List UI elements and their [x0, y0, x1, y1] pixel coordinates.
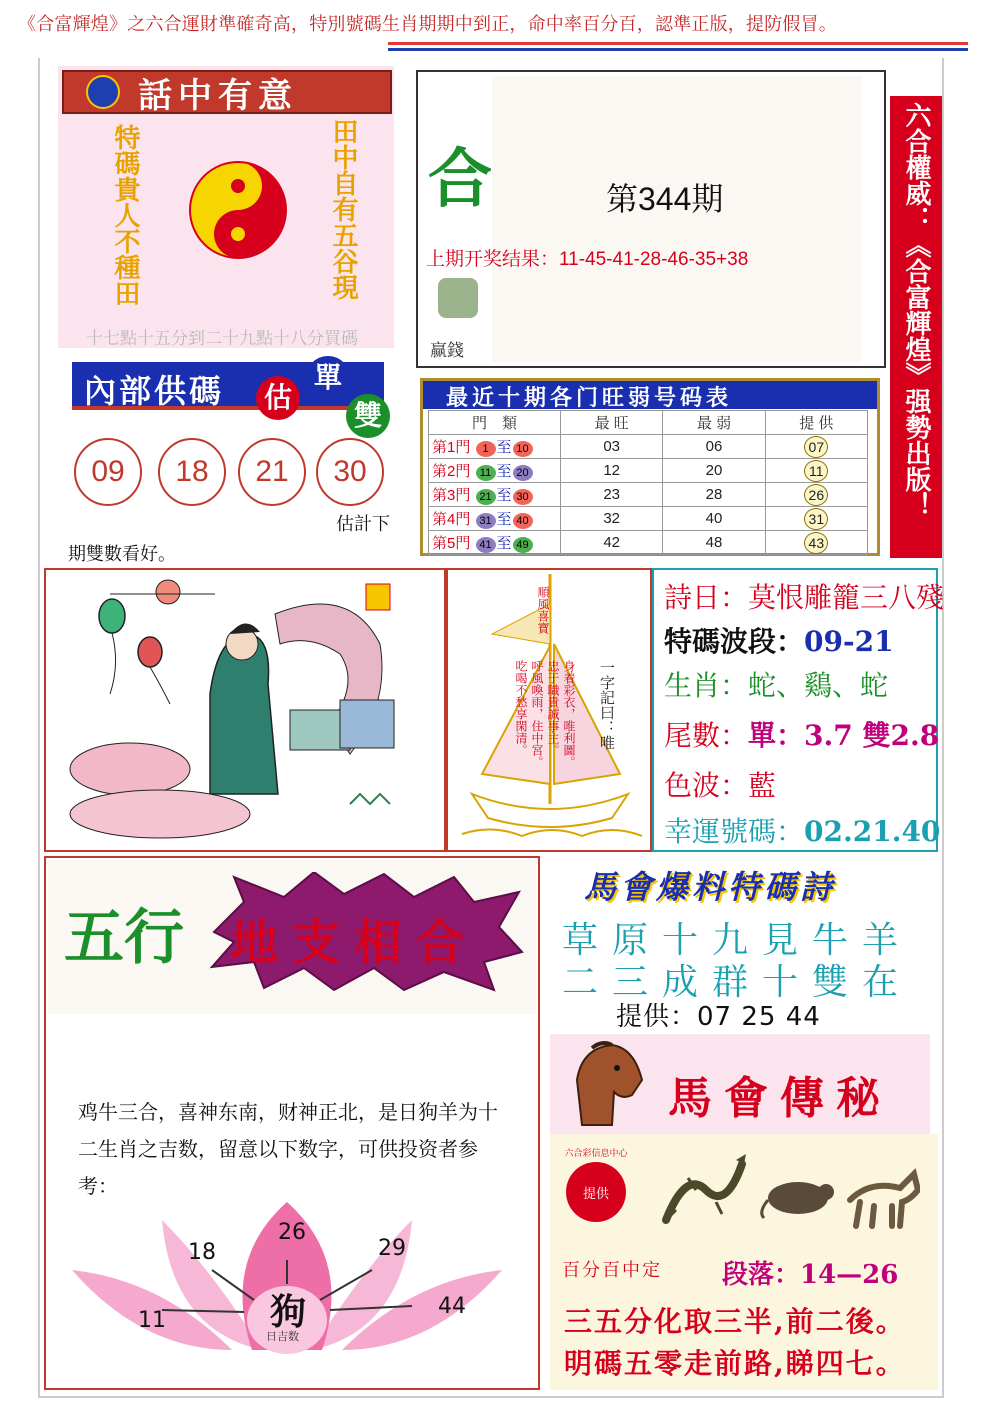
gate-separator: 至	[496, 463, 512, 480]
internal-number: 30	[316, 438, 384, 506]
tag-double: 雙	[346, 394, 390, 438]
gate-provide: 07	[804, 436, 828, 458]
gate-max: 12	[561, 459, 663, 483]
gate-table-wrap	[428, 410, 868, 555]
gate-min: 28	[663, 483, 765, 507]
tag-single: 單	[306, 356, 350, 400]
proverb-logo-icon	[86, 75, 120, 109]
lucky-value: 02.21.40	[804, 815, 941, 848]
proverb-title-bar	[62, 70, 392, 114]
gate-header-max: 最 旺	[561, 411, 663, 435]
petal-number: 26	[278, 1220, 306, 1245]
gate-from-ball: 1	[476, 441, 496, 457]
gate-name: 第1門	[432, 439, 471, 456]
wuxing-title-a: 五行	[64, 903, 184, 973]
gate-max: 32	[561, 507, 663, 531]
stamp-ring-text: 六合彩信息中心	[564, 1149, 628, 1159]
gate-to-ball: 20	[513, 465, 533, 481]
stamp-center-text: 提供	[582, 1186, 609, 1202]
gate-max: 23	[561, 483, 663, 507]
gate-to-ball: 49	[513, 537, 533, 553]
gate-to-ball: 40	[513, 513, 533, 529]
color-value: 藍	[748, 769, 777, 802]
internal-title: 內部供碼	[84, 372, 225, 410]
money-icon	[438, 278, 478, 318]
lucky-label: 幸運號碼：	[664, 815, 805, 848]
internal-note-1: 估計下	[336, 514, 390, 535]
gate-min: 40	[663, 507, 765, 531]
petal-number: 29	[378, 1236, 406, 1261]
side-banner-text: 六合權威：《合富輝煌》强勢出版！	[901, 102, 931, 518]
wuxing-title-b: 地支相合	[230, 915, 479, 971]
gate-header-min: 最 弱	[663, 411, 765, 435]
zodiac-label: 生肖：	[664, 669, 749, 702]
dragon-icon	[656, 1150, 752, 1234]
proverb-footer: 十七點十五分到二十九點十八分買碼	[86, 329, 358, 349]
wuxing-text: 鸡牛三合，喜神东南，财神正北，是日狗羊为十二生肖之吉数，留意以下数字，可供投资者参考：	[78, 1100, 498, 1198]
gate-min: 20	[663, 459, 765, 483]
internal-note-2: 期雙數看好。	[68, 544, 176, 565]
lotus-center-sub: 日吉数	[266, 1330, 299, 1343]
gate-table-title: 最近十期各门旺弱号码表	[446, 385, 733, 411]
proverb-left-col: 特碼貴人不種田	[110, 124, 140, 306]
gate-max: 42	[561, 531, 663, 555]
header-rule-blue	[388, 48, 968, 51]
gate-from-ball: 11	[476, 465, 496, 481]
gate-table-header	[429, 411, 868, 435]
sail-poem-col: 呼風喚雨，住中宮。	[530, 660, 544, 768]
sail-flag-text: 順風喜寶	[536, 586, 550, 634]
table-row	[429, 483, 868, 507]
gate-name: 第3門	[432, 487, 471, 504]
info-center-stamp	[566, 1162, 626, 1222]
proverb-right-col: 田中自有五谷現	[328, 118, 358, 300]
segment-text: 段落：14—26	[722, 1260, 899, 1290]
sail-poem-col: 忠于職貴誠事主。	[546, 660, 560, 756]
gate-separator: 至	[496, 487, 512, 504]
horse-head-icon	[562, 1040, 648, 1130]
gate-provide: 43	[804, 532, 828, 554]
tag-estimate: 估	[256, 376, 300, 420]
sure-text: 百分百中定	[562, 1260, 662, 1281]
gate-min: 06	[663, 435, 765, 459]
issue-logo-char: 合	[428, 142, 492, 217]
gate-separator: 至	[496, 511, 512, 528]
yin-yang-icon	[188, 160, 288, 260]
petal-number: 44	[438, 1294, 466, 1319]
sail-poem-col: 身着彩衣，唯利圖。	[562, 660, 576, 768]
lucky-line	[664, 810, 940, 850]
sail-poem-col: 一字記曰：唯	[598, 660, 616, 750]
tail-value: 單：3.7 雙2.8	[748, 719, 940, 752]
petal-number: 18	[188, 1240, 216, 1265]
internal-number: 18	[158, 438, 226, 506]
horse-poem-title: 馬會爆料特碼詩	[584, 868, 837, 906]
tail-label: 尾數：	[664, 719, 749, 752]
horse-poem-provide: 提供：07 25 44	[616, 1002, 821, 1032]
table-row	[429, 459, 868, 483]
rat-icon	[758, 1172, 838, 1220]
proverb-title: 話中有意	[138, 75, 298, 116]
wave-label: 特碼波段：	[664, 625, 805, 658]
sail-poem-col: 吃喝不愁享閑清。	[514, 660, 528, 756]
petal-number: 11	[138, 1308, 166, 1333]
wave-line	[664, 620, 894, 660]
gate-header-type: 門 類	[429, 411, 561, 435]
gate-to-ball: 10	[513, 441, 533, 457]
zodiac-line	[664, 664, 888, 704]
header-banner: 《合富輝煌》之六合運財準確奇高，特別號碼生肖期期中到正，命中率百分百，認準正版，提防假冒。	[18, 14, 837, 35]
horse-poem-line-1: 草原十九見牛羊	[562, 920, 913, 961]
dog-icon	[840, 1160, 920, 1230]
issue-label: 第344期	[606, 181, 724, 217]
gate-provide: 11	[804, 460, 828, 482]
horse-secret-line-2: 明碼五零走前路,睇四七。	[564, 1347, 906, 1380]
zodiac-value: 蛇、鷄、蛇	[748, 669, 889, 702]
gate-table	[428, 410, 868, 555]
gate-from-ball: 41	[476, 537, 496, 553]
header-rule-red	[388, 42, 968, 45]
gate-header-provide: 提 供	[765, 411, 867, 435]
issue-small-text: 赢錢	[430, 341, 464, 361]
table-row	[429, 435, 868, 459]
gate-max: 03	[561, 435, 663, 459]
gate-name: 第5門	[432, 535, 471, 552]
table-row	[429, 531, 868, 555]
color-label: 色波：	[664, 769, 749, 802]
tail-line	[664, 714, 939, 754]
gate-min: 48	[663, 531, 765, 555]
wave-value: 09-21	[804, 625, 894, 658]
internal-number: 09	[74, 438, 142, 506]
gate-from-ball: 21	[476, 489, 496, 505]
color-line	[664, 764, 776, 804]
gate-name: 第4門	[432, 511, 471, 528]
poem-line: 詩日：莫恨雕籠三八殘	[664, 581, 945, 614]
table-row	[429, 507, 868, 531]
gate-name: 第2門	[432, 463, 471, 480]
gate-separator: 至	[496, 439, 512, 456]
lotus-center-char: 狗	[270, 1291, 307, 1333]
horse-secret-title: 馬會傳秘	[668, 1073, 892, 1124]
gate-provide: 26	[804, 484, 828, 506]
lady-balloons-illustration	[50, 574, 440, 846]
gate-separator: 至	[496, 535, 512, 552]
horse-secret-line-1: 三五分化取三半,前二後。	[564, 1305, 906, 1338]
gate-from-ball: 31	[476, 513, 496, 529]
horse-poem-line-2: 二三成群十雙在	[562, 962, 913, 1003]
internal-number: 21	[238, 438, 306, 506]
gate-provide: 31	[804, 508, 828, 530]
gate-to-ball: 30	[513, 489, 533, 505]
last-result: 上期开奖结果：11-45-41-28-46-35+38	[426, 249, 749, 270]
